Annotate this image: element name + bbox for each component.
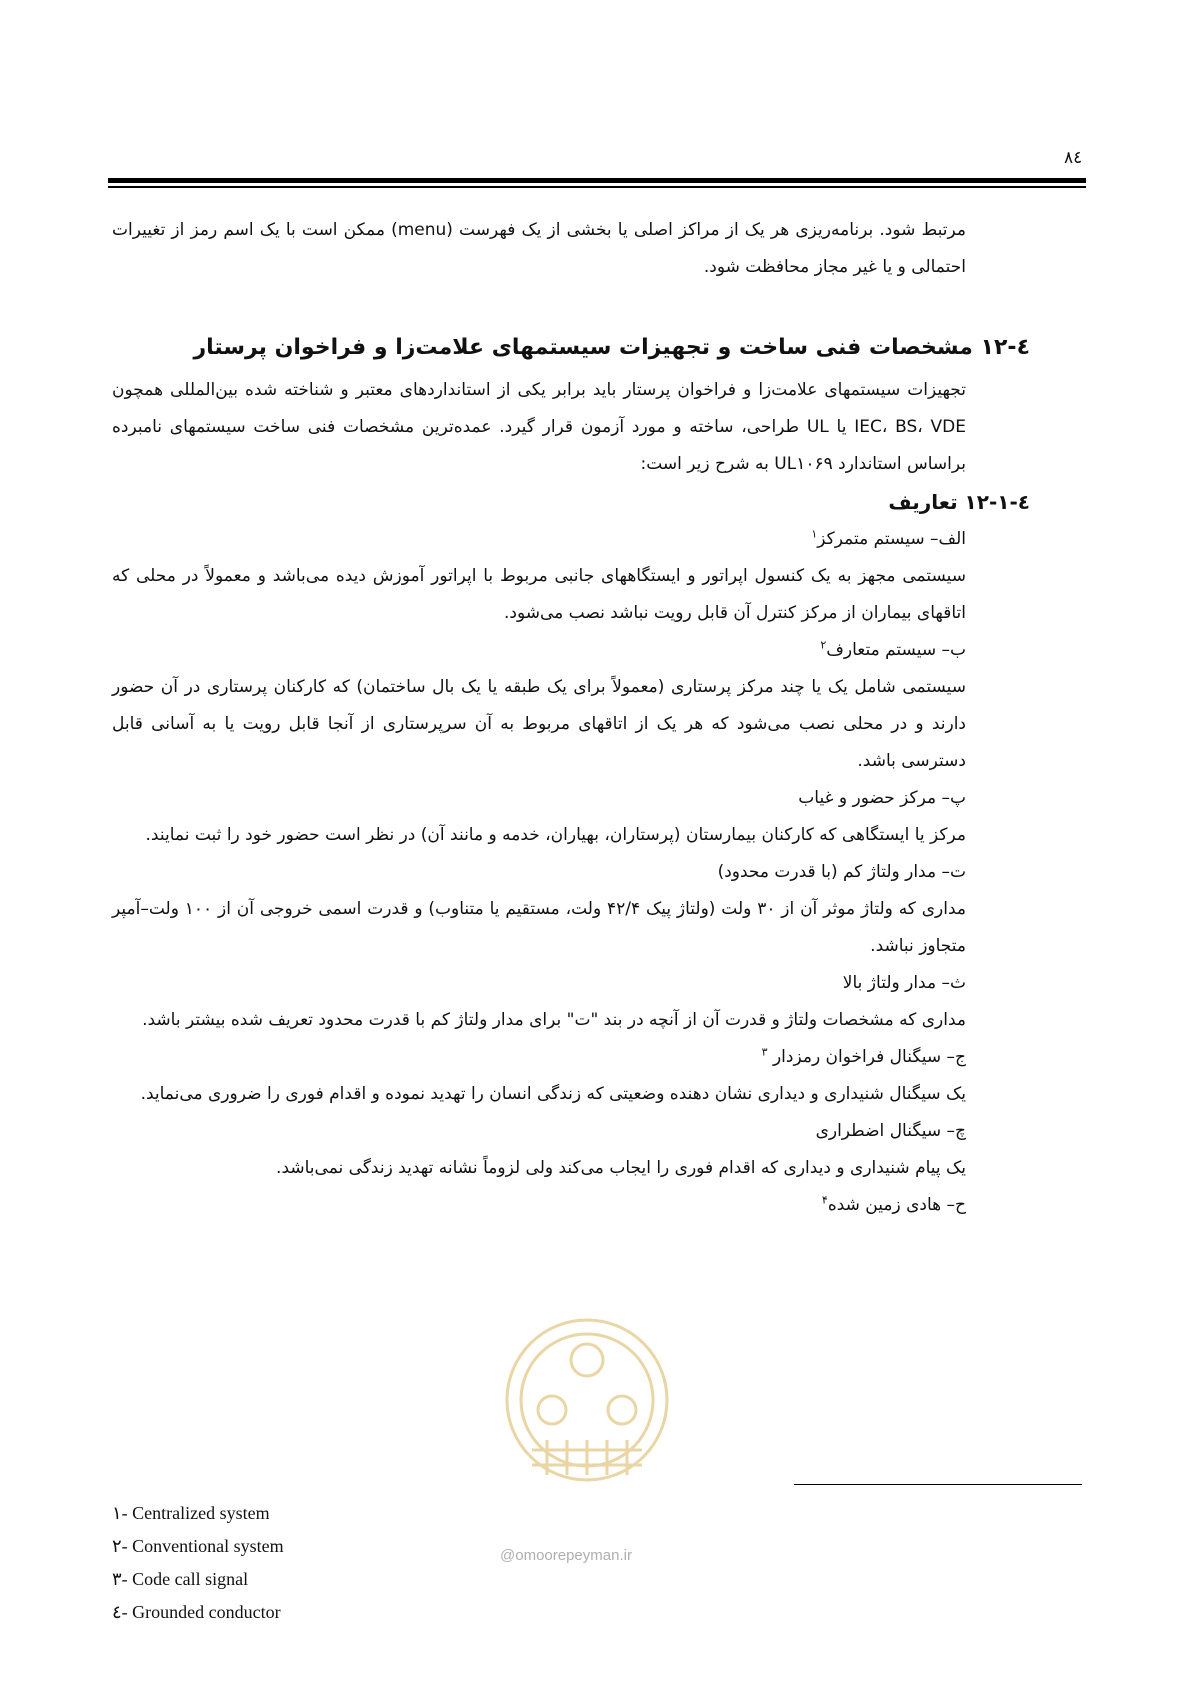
definition-jim — [112, 1039, 966, 1113]
definition-text: مداری که ولتاژ موثر آن از ۳۰ ولت (ولتاژ پیک ۴۲/۴ ولت، مستقیم یا متناوب) و قدرت اسمی خروجی آن از ۱۰۰ ولت–آمپر متجاوز نباشد. — [112, 899, 966, 956]
definition-text: سیستمی شامل یک یا چند مرکز پرستاری (معمولاً برای یک طبقه یا یک بال ساختمان) که کارکنان پرستاری در آن حضور دارند و در محلی نصب می‌شود که هر یک از اتاقهای مربوط به آن سرپرستاری از آنجا قابل رویت یا به آسانی قابل دسترسی باشد. — [112, 677, 966, 771]
definition-pe — [112, 780, 966, 854]
definition-se — [112, 965, 966, 1039]
definition-term: پ– مرکز حضور و غیاب — [798, 788, 966, 808]
definition-text: یک پیام شنیداری و دیداری که اقدام فوری را ایجاب می‌کند ولی لزوماً نشانه تهدید زندگی نمی‌باشد. — [276, 1158, 966, 1178]
footnote-item: ١- Centralized system — [112, 1503, 270, 1523]
intro-paragraph: مرتبط شود. برنامه‌ریزی هر یک از مراکز اصلی یا بخشی از یک فهرست (menu) ممکن است با یک اسم رمز از تغییرات احتمالی و یا غیر مجاز محافظت شود. — [112, 220, 966, 277]
subsection-heading: ٤-۱۲-۱ تعاریف — [888, 490, 1030, 514]
definition-term: ح– هادی زمین شده$^۴$ — [821, 1193, 966, 1215]
footnote-ref: ۱ — [811, 527, 818, 541]
footnote-ref: ۳ — [761, 1045, 768, 1059]
definition-he — [112, 1187, 966, 1224]
definition-term: ج– سیگنال فراخوان رمزدار $^۳$ — [761, 1045, 966, 1067]
definition-text: مداری که مشخصات ولتاژ و قدرت آن از آنچه در بند "ت" برای مدار ولتاژ کم با قدرت محدود تعریف شده بیشتر باشد. — [142, 1010, 966, 1030]
definition-text: مرکز یا ایستگاهی که کارکنان بیمارستان (پرستاران، بهیاران، خدمه و مانند آن) در نظر است حضور خود را ثبت نمایند. — [145, 825, 966, 845]
footnote-item: ٤- Grounded conductor — [112, 1602, 281, 1622]
watermark-url: @omoorepeyman.ir — [500, 1547, 632, 1564]
section-paragraph: تجهیزات سیستمهای علامت‌زا و فراخوان پرستار باید برابر یکی از استانداردهای معتبر و شناخته شده بین‌المللی همچون IEC، BS، VDE یا UL طراحی، ساخته و مورد آزمون قرار گیرد. عمده‌ترین مشخصات فنی ساخت سیستمهای نامبرده براساس استاندارد UL۱۰۶۹ به شرح زیر است: — [112, 380, 967, 474]
definition-text: سیستمی مجهز به یک کنسول اپراتور و ایستگاههای جانبی مربوط با اپراتور آموزش دیده می‌باشد و معمولاً در محلی که اتاقهای بیماران از مرکز کنترل آن قابل رویت نباشد نصب می‌شود. — [112, 566, 966, 623]
footnote-ref: ۲ — [820, 638, 827, 652]
page-number: ۸٤ — [1064, 148, 1083, 168]
footnote-item: ٣- Code call signal — [112, 1569, 249, 1589]
definition-be — [112, 632, 966, 780]
footnotes — [112, 1497, 284, 1629]
definition-term: ث– مدار ولتاژ بالا — [842, 973, 966, 993]
definition-alef — [112, 521, 966, 632]
definition-term: ب– سیستم متعارف$^۲$ — [820, 638, 966, 660]
definition-te — [112, 854, 966, 965]
section-heading: ٤-۱۲ مشخصات فنی ساخت و تجهیزات سیستمهای علامت‌زا و فراخوان پرستار — [193, 335, 1030, 360]
header-rule-thin — [108, 186, 1086, 188]
definition-text: یک سیگنال شنیداری و دیداری نشان دهنده وضعیتی که زندگی انسان را تهدید نموده و اقدام فوری را ضروری می‌نماید. — [140, 1084, 966, 1104]
footnote-item: ٢- Conventional system — [112, 1536, 284, 1556]
page-content — [112, 212, 1030, 1224]
footnote-ref: ۴ — [821, 1193, 828, 1207]
definition-term: الف– سیستم متمرکز$^۱$ — [811, 527, 966, 549]
watermark-seal — [507, 1320, 667, 1480]
definition-che — [112, 1113, 966, 1187]
header-rule-thick — [108, 178, 1086, 183]
watermark-logo — [492, 1300, 682, 1550]
footnote-separator — [794, 1484, 1082, 1485]
definition-term: چ– سیگنال اضطراری — [815, 1121, 966, 1141]
definition-term: ت– مدار ولتاژ کم (با قدرت محدود) — [717, 862, 966, 882]
